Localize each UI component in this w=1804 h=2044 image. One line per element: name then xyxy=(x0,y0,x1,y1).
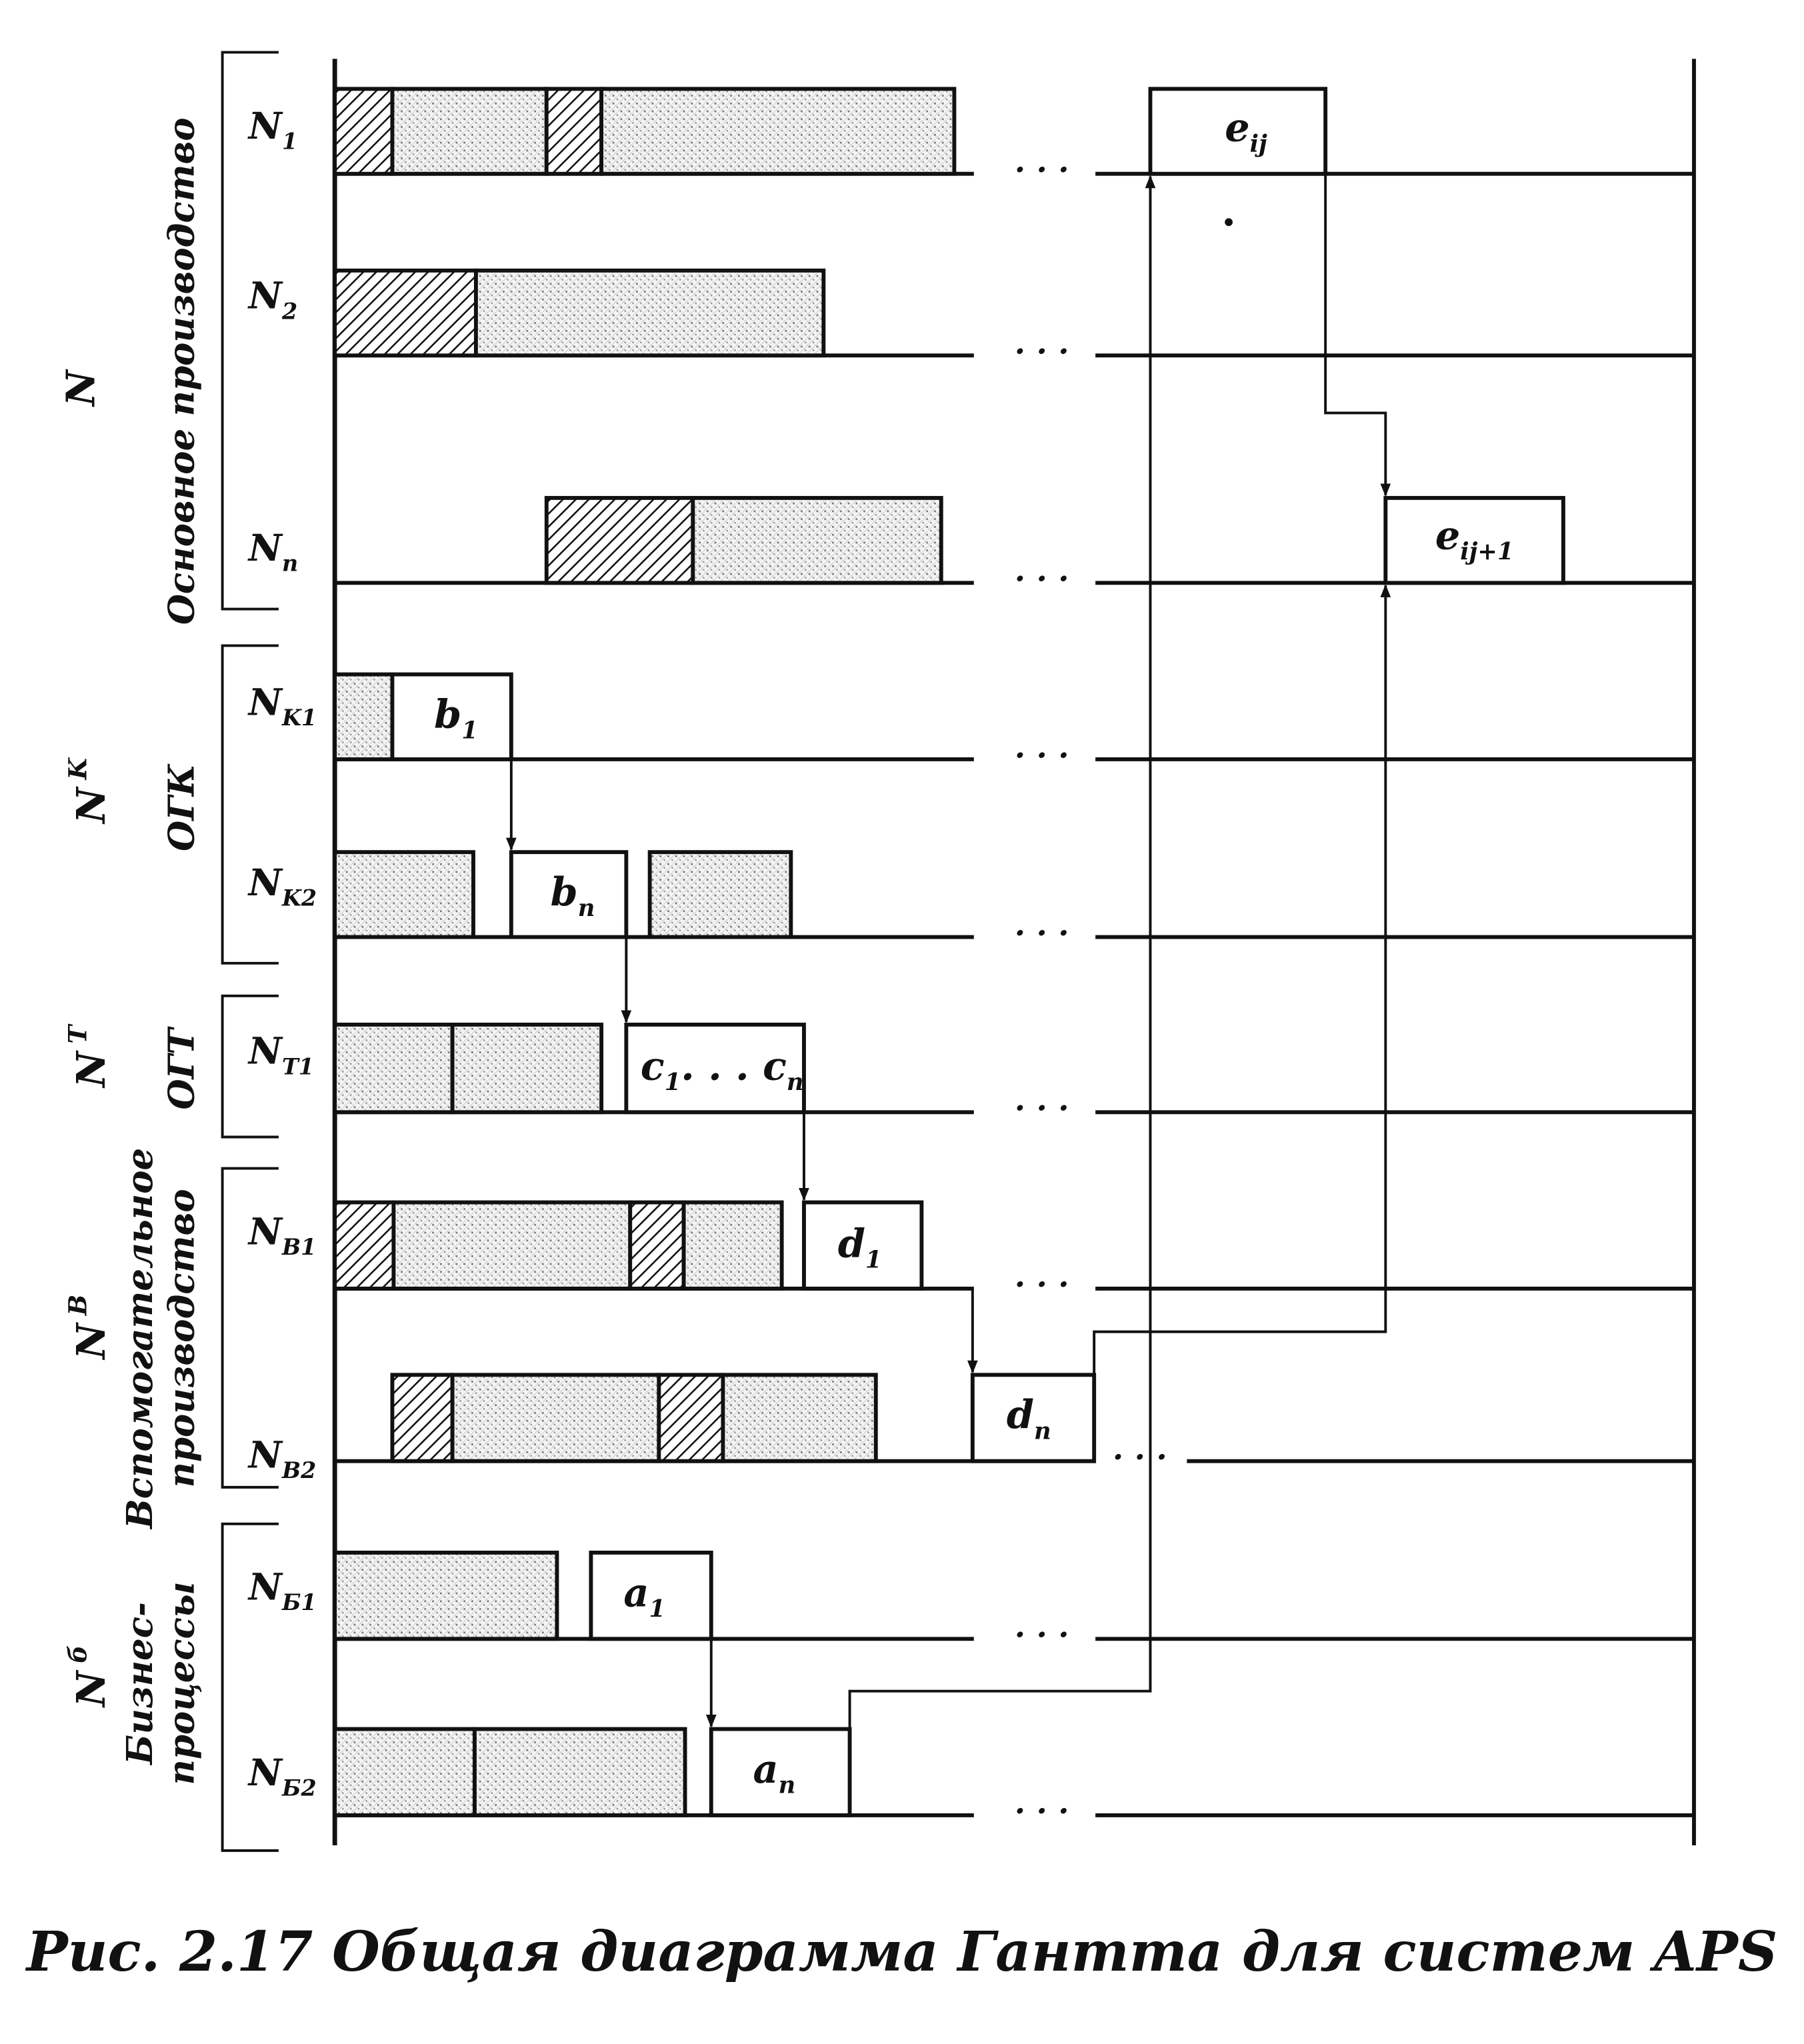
ellipsis: · · · xyxy=(1014,1793,1069,1830)
svg-text:NB xyxy=(63,1295,114,1361)
bar-work xyxy=(335,1729,475,1815)
task-label-a1: $a_1$ xyxy=(623,1569,666,1623)
svg-text:Nб xyxy=(63,1645,114,1708)
bar-work xyxy=(693,498,941,583)
group-superscript: б xyxy=(63,1645,93,1663)
task-label-dn: $d_n$ xyxy=(1006,1391,1051,1445)
row-label-nbusiness2: $N_{Б2}$ xyxy=(248,1750,317,1801)
bar-setup xyxy=(335,89,392,173)
group-symbol: N xyxy=(68,1051,115,1088)
group-label-aux xyxy=(63,1148,203,1530)
arrow-eij-eij1 xyxy=(1325,174,1385,495)
dependency-arrows xyxy=(511,174,1385,1729)
bar-setup xyxy=(547,498,693,583)
group-symbol: N xyxy=(68,1671,115,1707)
row-label-nt1: $N_{T1}$ xyxy=(248,1029,314,1080)
group-description-line1: Бизнес- xyxy=(119,1602,161,1765)
task-label-bn: $b_n$ xyxy=(550,869,595,923)
group-superscript: B xyxy=(63,1294,93,1316)
bar-setup xyxy=(335,1203,393,1289)
bar-work xyxy=(335,1025,452,1112)
arrow-an-eij xyxy=(850,177,1151,1729)
ellipsis: · · · xyxy=(1014,1090,1069,1127)
group-symbol: N xyxy=(57,370,104,407)
group-superscript: K xyxy=(63,758,93,780)
task-label-d1: $d_1$ xyxy=(837,1220,882,1274)
bar-work xyxy=(476,271,823,355)
group-label-business xyxy=(63,1581,203,1785)
bar-setup xyxy=(659,1375,723,1461)
group-symbol: N xyxy=(68,787,115,824)
svg-text:NT xyxy=(63,1024,114,1089)
bar-work xyxy=(392,89,546,173)
bar-setup xyxy=(630,1203,683,1289)
bar-work xyxy=(684,1203,782,1289)
ellipsis: · · · xyxy=(1112,1439,1167,1476)
row-label-n1: $N_1$ xyxy=(248,103,298,155)
group-symbol: N xyxy=(68,1323,115,1359)
row-label-nb2: $N_{B2}$ xyxy=(248,1433,317,1484)
task-label-eij1: $e_{ij+1}$ xyxy=(1435,512,1514,566)
group-label-ogk xyxy=(63,757,203,851)
task-labels xyxy=(434,105,1513,1799)
ellipsis-markers xyxy=(1015,152,1167,1830)
row-label-n2: $N_2$ xyxy=(248,273,298,325)
group-label-main xyxy=(57,117,202,625)
bar-work xyxy=(723,1375,875,1461)
bar-setup xyxy=(392,1375,452,1461)
figure-caption: Рис. 2.17 Общая диаграмма Гантта для систем APS xyxy=(26,1920,1778,1985)
ellipsis: · · · xyxy=(1014,915,1069,952)
group-description: Основное производство xyxy=(161,117,203,625)
bar-work xyxy=(601,89,954,173)
svg-text:NK xyxy=(63,757,114,825)
bar-work xyxy=(475,1729,685,1815)
group-description: ОГК xyxy=(161,764,203,851)
ellipsis: · · · xyxy=(1014,1617,1069,1654)
ellipsis: · · · xyxy=(1014,1266,1069,1303)
task-label-c: $c_1$. . . $c_n$ xyxy=(640,1043,804,1096)
bar-work xyxy=(453,1375,659,1461)
group-description-line1: Вспомогательное xyxy=(119,1147,161,1529)
bar-setup xyxy=(335,271,476,355)
ellipsis: · · · xyxy=(1014,333,1069,371)
row-label-nk1: $N_{K1}$ xyxy=(248,680,317,731)
group-description-line2: производство xyxy=(161,1189,203,1488)
ellipsis: · · · xyxy=(1014,561,1069,598)
arrow-dn-eij1 xyxy=(1094,585,1385,1375)
bar-setup xyxy=(547,89,601,173)
group-description-line2: процессы xyxy=(161,1581,203,1785)
row-label-nbusiness1: $N_{Б1}$ xyxy=(248,1565,317,1616)
bar-work xyxy=(650,852,791,937)
row-label-nn: $N_n$ xyxy=(248,525,299,577)
row-label-nb1: $N_{B1}$ xyxy=(248,1209,317,1260)
bar-work xyxy=(335,1553,557,1639)
ellipsis: · · · xyxy=(1014,737,1069,774)
group-superscript: T xyxy=(63,1025,93,1044)
bar-work xyxy=(335,852,473,937)
task-label-eij: $e_{ij}$ xyxy=(1225,104,1267,158)
bar-work xyxy=(393,1203,630,1289)
bar-work xyxy=(335,675,392,759)
row-labels xyxy=(247,104,317,1801)
row-label-nk2: $N_{K2}$ xyxy=(248,860,317,911)
group-label-ogt xyxy=(63,1024,203,1110)
ellipsis: · · · xyxy=(1014,151,1069,189)
task-label-an: $a_n$ xyxy=(753,1745,796,1799)
task-label-b1: $b_1$ xyxy=(434,691,478,745)
speck-dot xyxy=(1225,218,1233,226)
group-description: ОГТ xyxy=(161,1028,203,1110)
bar-work xyxy=(453,1025,601,1112)
